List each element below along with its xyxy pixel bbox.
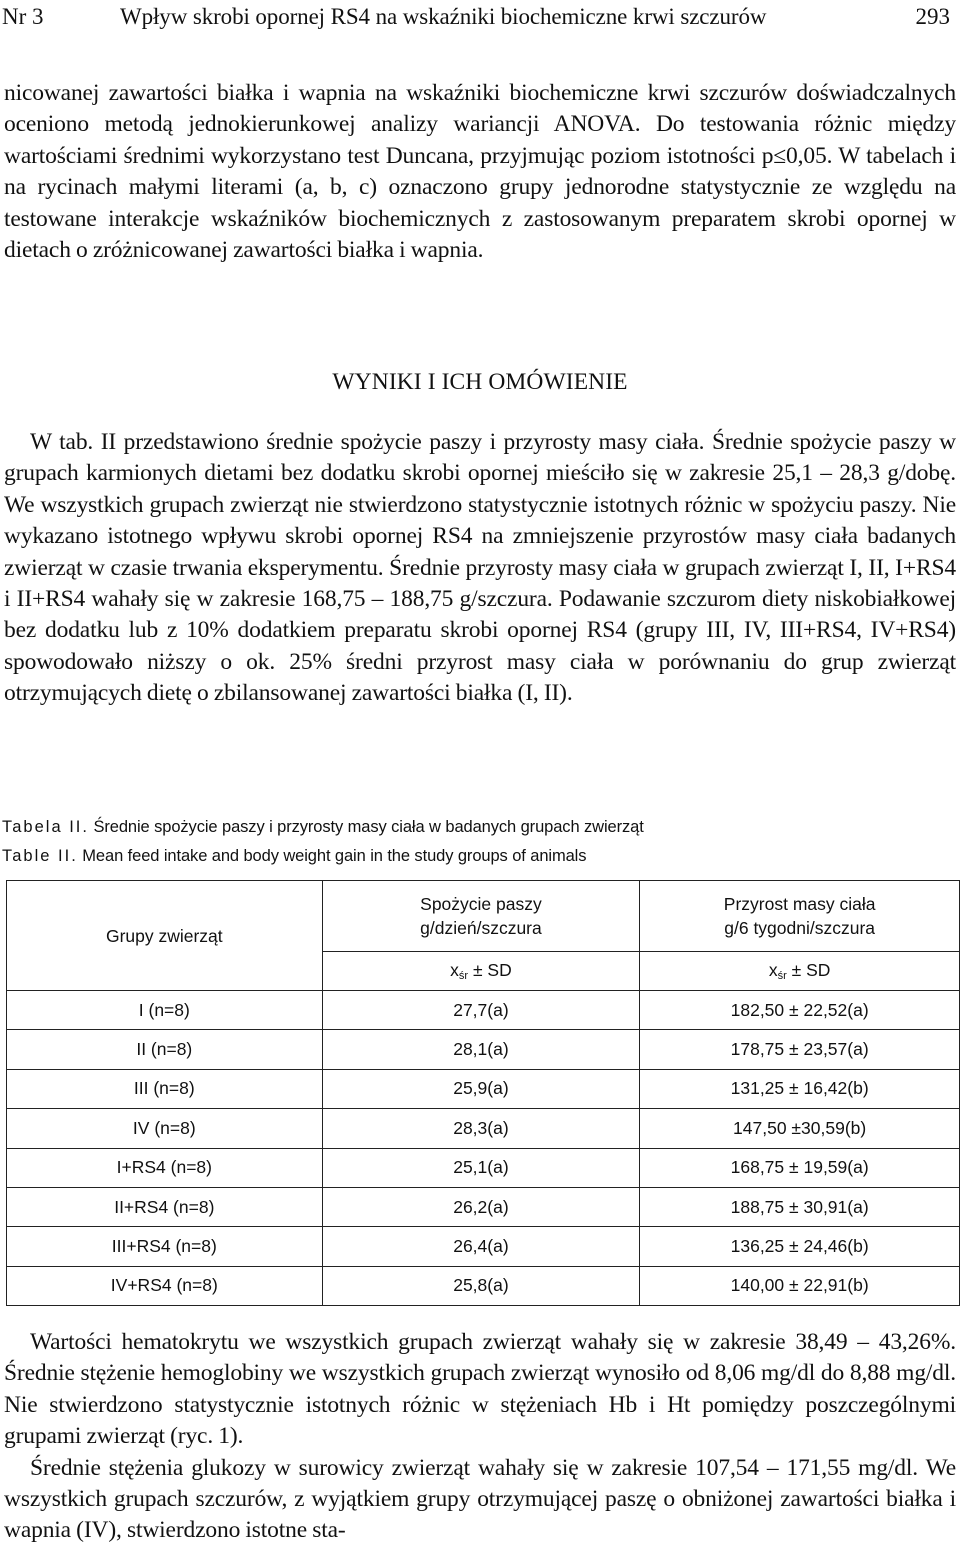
- cell-gain: 131,25 ± 16,42(b): [640, 1069, 960, 1108]
- cell-group: II (n=8): [7, 1030, 323, 1069]
- results-paragraph: W tab. II przedstawiono średnie spożycie paszy i przyrosty masy ciała. Średnie spożycie paszy w grupach karmionych dietami bez dodatku skrobi opornej mieściło się w zakresie 25,1 – 28,3 g/dobę. We wszystkich grupach zwierząt nie stwierdzono statystycznie istotnych różnic w spożyciu paszy. Nie wykazano istotnego wpływu skrobi opornej RS4 na zmniejszenie przyrostów masy ciała badanych zwierząt w czasie trwania eksperymentu. Średnie przyrosty masy ciała w grupach zwierząt I, II, I+RS4 i II+RS4 wahały się w zakresie 168,75 – 188,75 g/szczura. Podawanie szczurom diety niskobiałkowej bez dodatku lub z 10% dodatkiem preparatu skrobi opornej RS4 (grupy III, IV, III+RS4, IV+RS4) spowodowało niższy o ok. 25% średni przyrost masy ciała w porównaniu do grup zwierząt otrzymujących dietę o zbilansowanej zawartości białka (I, II).: [4, 429, 956, 707]
- table-row: [7, 991, 960, 1030]
- cell-feed: 25,9(a): [322, 1069, 640, 1108]
- cell-gain: 168,75 ± 19,59(a): [640, 1148, 960, 1187]
- cell-group: II+RS4 (n=8): [7, 1187, 323, 1226]
- stat-rest: ± SD: [786, 960, 831, 980]
- header-gain-line1: Przyrost masy ciała: [723, 894, 876, 914]
- header-feed-line1: Spożycie paszy: [420, 894, 542, 914]
- cell-feed: 25,8(a): [322, 1266, 640, 1305]
- cell-feed: 28,1(a): [322, 1030, 640, 1069]
- table-caption-pl: [2, 816, 952, 838]
- cell-feed: 25,1(a): [322, 1148, 640, 1187]
- cell-feed: 27,7(a): [322, 991, 640, 1030]
- feed-weight-table: [6, 880, 960, 1306]
- cell-feed: 26,2(a): [322, 1187, 640, 1226]
- cell-group: I+RS4 (n=8): [7, 1148, 323, 1187]
- header-group-label: Grupy zwierząt: [105, 925, 223, 946]
- table-caption-en: [2, 845, 952, 867]
- table-row: [7, 1187, 960, 1226]
- table-row: [7, 1030, 960, 1069]
- header-group: [7, 881, 323, 991]
- table-caption-pl-text: Średnie spożycie paszy i przyrosty masy ciała w badanych grupach zwierząt: [93, 818, 644, 836]
- table-row: [7, 1266, 960, 1305]
- cell-gain: 147,50 ±30,59(b): [640, 1109, 960, 1148]
- cell-group: III+RS4 (n=8): [7, 1227, 323, 1266]
- cell-gain: 136,25 ± 24,46(b): [640, 1227, 960, 1266]
- table-row: [7, 1227, 960, 1266]
- issue-number: Nr 3: [2, 4, 44, 29]
- stat-sub: śr: [458, 970, 469, 982]
- page-number: 293: [915, 4, 950, 29]
- cell-gain: 182,50 ± 22,52(a): [640, 991, 960, 1030]
- cell-feed: 28,3(a): [322, 1109, 640, 1148]
- header-feed-stat: [322, 952, 640, 991]
- cell-feed: 26,4(a): [322, 1227, 640, 1266]
- stat-x: x: [768, 960, 778, 980]
- section-heading: WYNIKI I ICH OMÓWIENIE: [332, 369, 628, 395]
- cell-gain: 178,75 ± 23,57(a): [640, 1030, 960, 1069]
- table-row: [7, 1109, 960, 1148]
- stat-rest: ± SD: [468, 960, 512, 980]
- methods-paragraph: nicowanej zawartości białka i wapnia na wskaźniki biochemiczne krwi szczurów doświadczalnych oceniono metodą jednokierunkowej analizy wariancji ANOVA. Do testowania różnic między wartościami średnimi wykorzystano test Duncana, przyjmując poziom istotności p≤0,05. W tabelach i na rycinach małymi literami (a, b, c) oznaczono grupy jednorodne statystycznie ze względu na testowane interakcje wskaźników biochemicznych z zastosowanym preparatem skrobi opornej w dietach o zróżnicowanej zawartości białka i wapnia.: [4, 80, 956, 264]
- table-caption-en-text: Mean feed intake and body weight gain in the study groups of animals: [82, 847, 587, 865]
- stat-sub: śr: [777, 970, 787, 982]
- table-caption-en-tag: Table II.: [2, 847, 78, 865]
- hematology-paragraph: Wartości hematokrytu we wszystkich grupach zwierząt wahały się w zakresie 38,49 – 43,26%. Średnie stężenie hemoglobiny we wszystkich grupach zwierząt wynosiło od 8,06 mg/dl do 8,88 mg/dl. Nie stwierdzono statystycznie istotnych różnic w stężeniach Hb i Ht pomiędzy poszczególnymi grupami zwierząt (ryc. 1).: [4, 1329, 956, 1450]
- cell-gain: 188,75 ± 30,91(a): [640, 1187, 960, 1226]
- running-title: Wpływ skrobi opornej RS4 na wskaźniki biochemiczne krwi szczurów: [120, 4, 767, 29]
- table-row: [7, 1148, 960, 1187]
- cell-group: IV (n=8): [7, 1109, 323, 1148]
- header-gain-line2: g/6 tygodni/szczura: [724, 918, 876, 938]
- table-row: [7, 1069, 960, 1108]
- hematology-block: [4, 1327, 956, 1547]
- running-header: [2, 0, 958, 40]
- header-gain-stat: [640, 952, 960, 991]
- cell-gain: 140,00 ± 22,91(b): [640, 1266, 960, 1305]
- glucose-paragraph: Średnie stężenia glukozy w surowicy zwierząt wahały się w zakresie 107,54 – 171,55 mg/dl. We wszystkich grupach szczurów, z wyjątkiem grupy otrzymującej paszę o obniżonej zawartości białka i wapnia (IV), stwierdzono istotne sta-: [4, 1454, 956, 1544]
- cell-group: IV+RS4 (n=8): [7, 1266, 323, 1305]
- cell-group: III (n=8): [7, 1069, 323, 1108]
- header-feed-line2: g/dzień/szczura: [420, 918, 542, 938]
- cell-group: I (n=8): [7, 991, 323, 1030]
- stat-x: x: [450, 960, 459, 980]
- table-caption-pl-tag: Tabela II.: [2, 818, 89, 836]
- header-feed: [322, 881, 640, 952]
- header-gain: [640, 881, 960, 952]
